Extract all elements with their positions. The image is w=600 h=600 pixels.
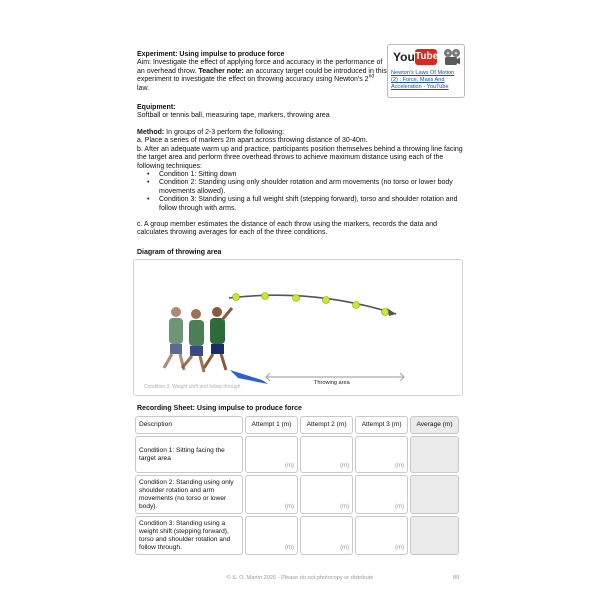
attempt-cell[interactable]: (m): [300, 475, 353, 514]
table-row: [135, 516, 459, 555]
row-condition-2-label: Condition 2: Standing using only shoulder rotation and arm movements (no torso or lower body).: [135, 475, 243, 514]
aim-text-2: an accuracy target could be introduced in this experiment to investigate the effect on throwing accuracy using Newton's 2: [137, 67, 387, 84]
ball-marker: [382, 309, 389, 316]
average-cell[interactable]: [410, 475, 459, 514]
youtube-logo-you: You: [393, 50, 415, 64]
method-heading: Method:: [137, 129, 165, 136]
header-attempt-2: Attempt 2 (m): [300, 416, 353, 434]
attempt-cell[interactable]: (m): [355, 516, 408, 555]
film-camera-icon: [443, 48, 461, 68]
experiment-section: [137, 51, 387, 93]
aim-text: Aim: Investigate the effect of applying force and accuracy in the performance of an overhead throw.: [137, 59, 383, 75]
attempt-cell[interactable]: (m): [355, 436, 408, 473]
header-attempt-3: Attempt 3 (m): [355, 416, 408, 434]
throwing-area-diagram: [133, 259, 463, 396]
attempt-cell[interactable]: (m): [245, 516, 298, 555]
ball-marker: [353, 302, 360, 309]
attempt-cell[interactable]: (m): [300, 436, 353, 473]
attempt-cell[interactable]: (m): [300, 516, 353, 555]
table-row: [135, 475, 459, 514]
equipment-heading: Equipment:: [137, 104, 176, 111]
table-header-row: [135, 416, 459, 434]
conditions-list: [137, 171, 463, 213]
method-section: [137, 129, 463, 238]
youtube-logo[interactable]: [391, 48, 437, 66]
equipment-text: Softball or tennis ball, measuring tape, markers, throwing area: [137, 112, 330, 120]
method-intro-line: [137, 129, 463, 137]
youtube-video-link[interactable]: Newton's Laws Of Motion (2) : Force, Mass And Acceleration - YouTube: [391, 70, 455, 90]
throwing-area-illustration: [134, 260, 462, 395]
recording-heading: Recording Sheet: Using impulse to produce force: [137, 405, 302, 412]
row-condition-1-label: Condition 1: Sitting facing the target area: [135, 436, 243, 473]
diagram-heading: Diagram of throwing area: [137, 249, 222, 256]
throwing-line: [230, 370, 268, 384]
condition-item: • Condition 2: Standing using only shoulder rotation and arm movements (no torso or lower body movements allowed).: [159, 179, 463, 196]
teacher-note-label: Teacher note:: [198, 67, 244, 75]
method-step-c: c. A group member estimates the distance of each throw using the markers, records the data and calculates throwing averages for each of the three conditions.: [137, 221, 437, 237]
ball-trajectory: [229, 295, 396, 314]
experiment-title: Experiment: Using impulse to produce force: [137, 51, 285, 58]
youtube-link-card[interactable]: [387, 44, 465, 98]
method-intro: In groups of 2-3 perform the following:: [166, 129, 285, 136]
header-description: Description: [135, 416, 243, 434]
footer-copyright: © S. O. Martin 2026 - Please do not photocopy or distribute: [226, 575, 374, 581]
ball-marker: [233, 294, 240, 301]
ball-marker: [323, 297, 330, 304]
aim-superscript: nd: [368, 73, 375, 80]
throwing-area-label: Throwing area: [314, 380, 350, 386]
attempt-cell[interactable]: (m): [245, 475, 298, 514]
aim-text-3: law.: [137, 84, 150, 92]
experiment-aim: [137, 59, 387, 93]
average-cell[interactable]: [410, 436, 459, 473]
row-condition-3-label: Condition 3: Standing using a weight shift (stepping forward), torso and shoulder rotation and follow through.: [135, 516, 243, 555]
condition-item: • Condition 1: Sitting down: [159, 171, 463, 179]
method-step-a: a. Place a series of markers 2m apart across throwing distance of 30-40m.: [137, 137, 368, 145]
thrower-figures: [164, 307, 232, 372]
average-cell[interactable]: [410, 516, 459, 555]
header-attempt-1: Attempt 1 (m): [245, 416, 298, 434]
equipment-section: [137, 104, 463, 121]
page-number: 89: [453, 575, 460, 581]
youtube-logo-tube: Tube: [415, 49, 437, 65]
attempt-cell[interactable]: (m): [245, 436, 298, 473]
ball-marker: [262, 293, 269, 300]
attempt-cell[interactable]: (m): [355, 475, 408, 514]
condition-item: • Condition 3: Standing using a full weight shift (stepping forward), torso and shoulder rotation and follow through with arms.: [159, 196, 463, 213]
ball-marker: [293, 295, 300, 302]
diagram-caption: Condition 3: Weight shift and follow through: [144, 384, 241, 390]
recording-table: [133, 414, 461, 557]
method-step-b: b. After an adequate warm up and practice, participants position themselves behind a throwing line facing the target area and perform three overhead throws to achieve maximum distance using each of the following techniques:: [137, 145, 463, 170]
table-row: [135, 436, 459, 473]
header-average: Average (m): [410, 416, 459, 434]
